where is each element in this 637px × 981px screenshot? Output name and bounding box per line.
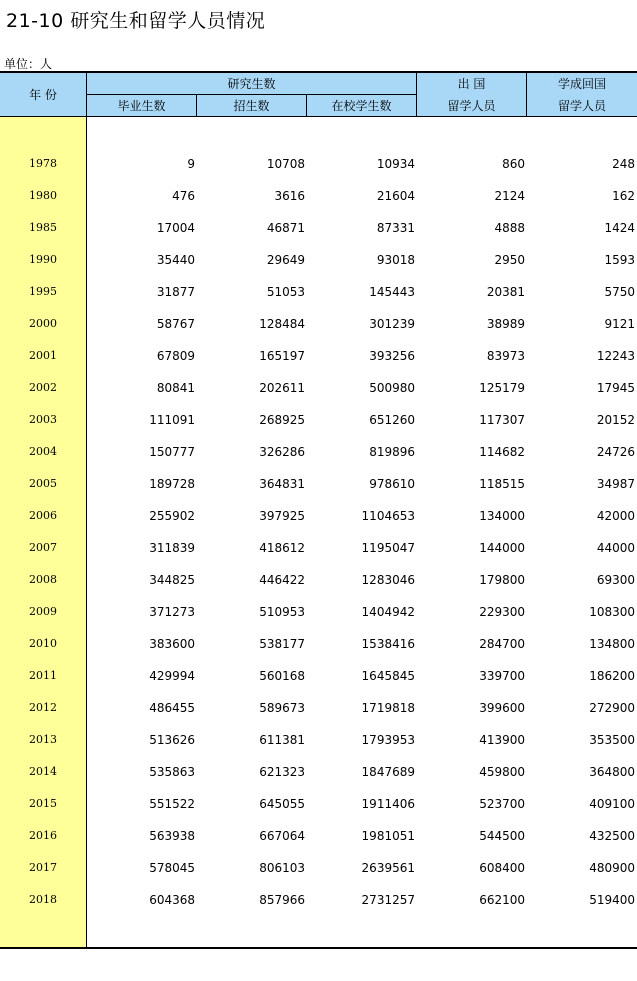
enrollment-cell: 418612: [259, 541, 305, 555]
year-cell: 2016: [29, 829, 57, 842]
returned-cell: 248: [612, 157, 635, 171]
header-abroad-line2: 留学人员: [447, 99, 496, 113]
returned-cell: 272900: [589, 701, 635, 715]
page-title: 21-10 研究生和留学人员情况: [6, 10, 266, 32]
returned-cell: 186200: [589, 669, 635, 683]
abroad-cell: 38989: [486, 317, 525, 331]
year-cell: 2002: [29, 381, 57, 394]
in-school-cell: 500980: [369, 381, 415, 395]
table-row: [0, 308, 637, 340]
abroad-cell: 20381: [486, 285, 525, 299]
abroad-cell: 4888: [494, 221, 525, 235]
year-cell: 2004: [29, 445, 57, 458]
table-row: [0, 884, 637, 916]
returned-cell: 44000: [596, 541, 635, 555]
graduates-cell: 17004: [156, 221, 195, 235]
abroad-cell: 229300: [479, 605, 525, 619]
enrollment-cell: 268925: [259, 413, 305, 427]
unit-label: 单位：人: [4, 57, 53, 71]
enrollment-cell: 667064: [259, 829, 305, 843]
in-school-cell: 301239: [369, 317, 415, 331]
graduates-cell: 311839: [149, 541, 195, 555]
year-cell: 2009: [29, 605, 57, 618]
returned-cell: 5750: [604, 285, 635, 299]
returned-cell: 12243: [596, 349, 635, 363]
returned-cell: 1593: [604, 253, 635, 267]
in-school-cell: 1911406: [361, 797, 415, 811]
abroad-cell: 2950: [494, 253, 525, 267]
graduates-cell: 383600: [149, 637, 195, 651]
graduates-cell: 429994: [149, 669, 195, 683]
in-school-cell: 21604: [376, 189, 415, 203]
in-school-cell: 1195047: [361, 541, 415, 555]
table-row: [0, 468, 637, 500]
graduates-cell: 80841: [156, 381, 195, 395]
year-cell: 2013: [29, 733, 57, 746]
returned-cell: 364800: [589, 765, 635, 779]
enrollment-cell: 46871: [266, 221, 305, 235]
returned-cell: 353500: [589, 733, 635, 747]
returned-cell: 9121: [604, 317, 635, 331]
graduates-cell: 67809: [156, 349, 195, 363]
year-cell: 1985: [29, 221, 57, 234]
enrollment-cell: 165197: [259, 349, 305, 363]
abroad-cell: 83973: [486, 349, 525, 363]
abroad-cell: 662100: [479, 893, 525, 907]
graduates-cell: 35440: [156, 253, 195, 267]
in-school-cell: 978610: [369, 477, 415, 491]
in-school-cell: 1847689: [361, 765, 415, 779]
enrollment-cell: 510953: [259, 605, 305, 619]
header-bottom-rule: [0, 116, 637, 117]
enrollment-cell: 589673: [259, 701, 305, 715]
returned-cell: 134800: [589, 637, 635, 651]
enrollment-cell: 611381: [259, 733, 305, 747]
table-row: [0, 244, 637, 276]
header-abroad-line1: 出 国: [457, 77, 486, 91]
table-row: [0, 756, 637, 788]
in-school-cell: 651260: [369, 413, 415, 427]
in-school-cell: 2731257: [361, 893, 415, 907]
graduates-cell: 255902: [149, 509, 195, 523]
abroad-cell: 144000: [479, 541, 525, 555]
enrollment-cell: 806103: [259, 861, 305, 875]
year-cell: 2012: [29, 701, 57, 714]
graduates-cell: 31877: [156, 285, 195, 299]
abroad-cell: 523700: [479, 797, 525, 811]
in-school-cell: 145443: [369, 285, 415, 299]
table-row: [0, 148, 637, 180]
enrollment-cell: 446422: [259, 573, 305, 587]
returned-cell: 17945: [596, 381, 635, 395]
in-school-cell: 2639561: [361, 861, 415, 875]
year-cell: 2007: [29, 541, 57, 554]
abroad-cell: 399600: [479, 701, 525, 715]
in-school-cell: 393256: [369, 349, 415, 363]
graduates-cell: 344825: [149, 573, 195, 587]
returned-cell: 69300: [596, 573, 635, 587]
graduates-cell: 150777: [149, 445, 195, 459]
in-school-cell: 1645845: [361, 669, 415, 683]
table-row: [0, 180, 637, 212]
abroad-cell: 114682: [479, 445, 525, 459]
enrollment-cell: 3616: [274, 189, 305, 203]
enrollment-cell: 621323: [259, 765, 305, 779]
table-row: [0, 596, 637, 628]
year-cell: 1990: [29, 253, 57, 266]
abroad-cell: 413900: [479, 733, 525, 747]
enrollment-cell: 538177: [259, 637, 305, 651]
returned-cell: 34987: [596, 477, 635, 491]
year-cell: 2000: [29, 317, 57, 330]
abroad-cell: 117307: [479, 413, 525, 427]
table-row: [0, 628, 637, 660]
table-row: [0, 788, 637, 820]
year-cell: 2011: [29, 669, 57, 682]
graduates-cell: 9: [187, 157, 195, 171]
table-row: [0, 276, 637, 308]
header-returned-line2: 留学人员: [557, 99, 606, 113]
returned-cell: 24726: [596, 445, 635, 459]
table-row: [0, 660, 637, 692]
abroad-cell: 179800: [479, 573, 525, 587]
year-cell: 2003: [29, 413, 57, 426]
returned-cell: 409100: [589, 797, 635, 811]
abroad-cell: 860: [502, 157, 525, 171]
enrollment-cell: 10708: [266, 157, 305, 171]
returned-cell: 480900: [589, 861, 635, 875]
enrollment-cell: 857966: [259, 893, 305, 907]
year-cell: 2001: [29, 349, 57, 362]
graduates-cell: 486455: [149, 701, 195, 715]
header-graduate-group: 研究生数: [227, 77, 276, 91]
year-cell: 2010: [29, 637, 57, 650]
graduates-cell: 578045: [149, 861, 195, 875]
in-school-cell: 1538416: [361, 637, 415, 651]
table-row: [0, 724, 637, 756]
in-school-cell: 87331: [376, 221, 415, 235]
graduates-cell: 535863: [149, 765, 195, 779]
year-cell: 2014: [29, 765, 57, 778]
abroad-cell: 125179: [479, 381, 525, 395]
table-bottom-rule: [0, 947, 637, 949]
enrollment-cell: 128484: [259, 317, 305, 331]
year-cell: 2018: [29, 893, 57, 906]
in-school-cell: 1104653: [361, 509, 415, 523]
graduates-cell: 563938: [149, 829, 195, 843]
returned-cell: 1424: [604, 221, 635, 235]
header-year: 年 份: [29, 88, 57, 102]
year-cell: 2017: [29, 861, 57, 874]
abroad-cell: 134000: [479, 509, 525, 523]
graduates-cell: 58767: [156, 317, 195, 331]
graduates-cell: 476: [172, 189, 195, 203]
in-school-cell: 1283046: [361, 573, 415, 587]
table-row: [0, 564, 637, 596]
table-row: [0, 404, 637, 436]
table-row: [0, 500, 637, 532]
table-row: [0, 820, 637, 852]
table-row: [0, 340, 637, 372]
year-cell: 1980: [29, 189, 57, 202]
enrollment-cell: 326286: [259, 445, 305, 459]
abroad-cell: 2124: [494, 189, 525, 203]
in-school-cell: 93018: [376, 253, 415, 267]
header-in-school: 在校学生数: [331, 99, 392, 113]
enrollment-cell: 202611: [259, 381, 305, 395]
returned-cell: 42000: [596, 509, 635, 523]
year-cell: 1978: [29, 157, 57, 170]
header-graduates: 毕业生数: [117, 99, 166, 113]
enrollment-cell: 397925: [259, 509, 305, 523]
abroad-cell: 544500: [479, 829, 525, 843]
returned-cell: 108300: [589, 605, 635, 619]
returned-cell: 162: [612, 189, 635, 203]
abroad-cell: 284700: [479, 637, 525, 651]
header-returned-line1: 学成回国: [557, 77, 606, 91]
year-cell: 2008: [29, 573, 57, 586]
abroad-cell: 608400: [479, 861, 525, 875]
returned-cell: 20152: [596, 413, 635, 427]
graduates-cell: 189728: [149, 477, 195, 491]
graduates-cell: 371273: [149, 605, 195, 619]
table-row: [0, 372, 637, 404]
table-row: [0, 436, 637, 468]
table-row: [0, 692, 637, 724]
year-cell: 2005: [29, 477, 57, 490]
year-cell: 2015: [29, 797, 57, 810]
year-cell: 2006: [29, 509, 57, 522]
in-school-cell: 819896: [369, 445, 415, 459]
in-school-cell: 1719818: [361, 701, 415, 715]
year-cell: 1995: [29, 285, 57, 298]
graduates-cell: 604368: [149, 893, 195, 907]
enrollment-cell: 645055: [259, 797, 305, 811]
table-row: [0, 852, 637, 884]
in-school-cell: 1404942: [361, 605, 415, 619]
graduates-cell: 551522: [149, 797, 195, 811]
enrollment-cell: 560168: [259, 669, 305, 683]
abroad-cell: 459800: [479, 765, 525, 779]
returned-cell: 432500: [589, 829, 635, 843]
in-school-cell: 1793953: [361, 733, 415, 747]
enrollment-cell: 29649: [266, 253, 305, 267]
enrollment-cell: 364831: [259, 477, 305, 491]
abroad-cell: 339700: [479, 669, 525, 683]
enrollment-cell: 51053: [266, 285, 305, 299]
table-row: [0, 532, 637, 564]
in-school-cell: 1981051: [361, 829, 415, 843]
in-school-cell: 10934: [376, 157, 415, 171]
graduates-cell: 513626: [149, 733, 195, 747]
graduates-cell: 111091: [149, 413, 195, 427]
abroad-cell: 118515: [479, 477, 525, 491]
returned-cell: 519400: [589, 893, 635, 907]
table-row: [0, 212, 637, 244]
header-enrollment: 招生数: [233, 99, 270, 113]
